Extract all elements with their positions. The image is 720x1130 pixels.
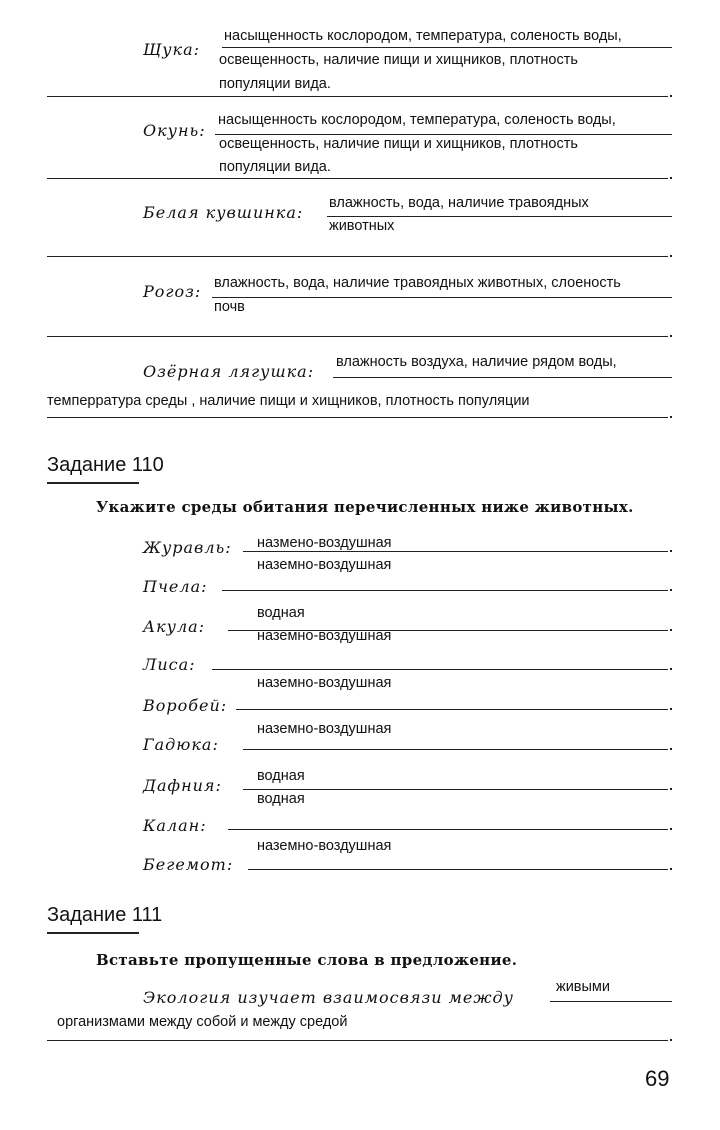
answer-line [47, 178, 668, 179]
cattail-answer-line-2: почв [214, 299, 245, 315]
ecology-answer-2: организмами между собой и между средой [57, 1014, 348, 1030]
daphnia-answer: водная [257, 768, 305, 784]
sparrow-answer: наземно-воздушная [257, 675, 392, 691]
ecology-answer-1: живыми [556, 979, 610, 995]
answer-line [222, 47, 672, 48]
pike-label: Щука: [143, 40, 201, 59]
period [670, 668, 672, 670]
period [670, 629, 672, 631]
period [670, 788, 672, 790]
answer-line [47, 256, 668, 257]
answer-line [47, 1040, 668, 1041]
answer-line [215, 134, 672, 135]
task-111-title: Задание 111 [47, 904, 163, 926]
viper-answer: наземно-воздушная [257, 721, 392, 737]
period [670, 255, 672, 257]
viper-label: Гадюка: [143, 735, 219, 754]
period [670, 748, 672, 750]
pike-answer-line-3: популяции вида. [219, 76, 331, 92]
answer-line [212, 297, 672, 298]
task-110-instruction: Укажите среды обитания перечисленных ниже животных. [96, 498, 634, 516]
crane-answer: назмено-воздушная [257, 535, 392, 551]
period [670, 550, 672, 552]
period [670, 177, 672, 179]
period [670, 335, 672, 337]
cattail-label: Рогоз: [143, 282, 202, 301]
answer-line [47, 417, 668, 418]
bee-label: Пчела: [143, 577, 208, 596]
pike-answer-line-2: освещенность, наличие пищи и хищников, плотность [219, 52, 578, 68]
perch-answer-line-2: освещенность, наличие пищи и хищников, плотность [219, 136, 578, 152]
ecology-sentence: Экология изучает взаимосвязи между [143, 988, 514, 1007]
water-lily-answer-line-1: влажность, вода, наличие травоядных [329, 195, 589, 211]
answer-line [47, 96, 668, 97]
fox-label: Лиса: [143, 655, 196, 674]
water-lily-label: Белая кувшинка: [143, 203, 304, 222]
title-underline [47, 482, 139, 484]
answer-line [236, 709, 668, 710]
hippo-label: Бегемот: [143, 855, 234, 874]
answer-line [47, 336, 668, 337]
title-underline [47, 932, 139, 934]
fox-answer: наземно-воздушная [257, 628, 392, 644]
marsh-frog-answer-line-1: влажность воздуха, наличие рядом воды, [336, 354, 617, 370]
sea-otter-label: Калан: [143, 816, 207, 835]
answer-line [222, 590, 668, 591]
water-lily-answer-line-2: животных [329, 218, 395, 234]
marsh-frog-answer-line-2: темперратура среды , наличие пищи и хищников, плотность популяции [47, 393, 530, 409]
perch-answer-line-1: насыщенность кослородом, температура, соленость воды, [218, 112, 616, 128]
perch-label: Окунь: [143, 121, 206, 140]
task-110-title: Задание 110 [47, 454, 164, 476]
perch-answer-line-3: популяции вида. [219, 159, 331, 175]
period [670, 95, 672, 97]
answer-line [243, 789, 668, 790]
period [670, 708, 672, 710]
answer-line [248, 869, 668, 870]
answer-line [333, 377, 672, 378]
bee-answer: наземно-воздушная [257, 557, 392, 573]
hippo-answer: наземно-воздушная [257, 838, 392, 854]
crane-label: Журавль: [143, 538, 232, 557]
sea-otter-answer: водная [257, 791, 305, 807]
daphnia-label: Дафния: [143, 776, 222, 795]
pike-answer-line-1: насыщенность кослородом, температура, соленость воды, [224, 28, 622, 44]
period [670, 416, 672, 418]
period [670, 1039, 672, 1041]
shark-label: Акула: [143, 617, 206, 636]
period [670, 828, 672, 830]
answer-line [212, 669, 668, 670]
shark-answer: водная [257, 605, 305, 621]
answer-line [243, 749, 668, 750]
answer-line [243, 551, 668, 552]
period [670, 589, 672, 591]
answer-line [327, 216, 672, 217]
cattail-answer-line-1: влажность, вода, наличие травоядных животных, слоеность [214, 275, 621, 291]
sparrow-label: Воробей: [143, 696, 228, 715]
task-111-instruction: Вставьте пропущенные слова в предложение. [96, 951, 518, 969]
answer-line [550, 1001, 672, 1002]
page-number: 69 [645, 1066, 670, 1091]
period [670, 868, 672, 870]
marsh-frog-label: Озёрная лягушка: [143, 362, 315, 381]
answer-line [228, 829, 668, 830]
